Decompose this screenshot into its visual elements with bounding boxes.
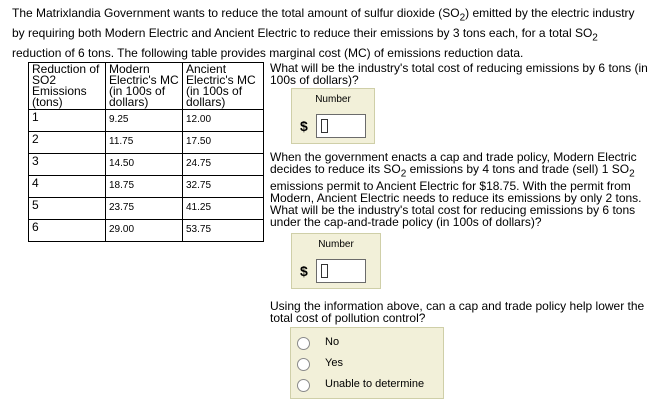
answer-choices xyxy=(290,327,444,399)
intro-line-1: The Matrixlandia Government wants to reduce the total amount of sulfur dioxide $(SO_2)$ emitted by the electric industry xyxy=(12,6,635,24)
answer-box-label: Number xyxy=(315,94,351,105)
ancient-mc-cell: 17.50 xyxy=(183,132,264,154)
choice-label: Yes xyxy=(325,357,343,369)
reduction-cell: 5 xyxy=(29,198,106,220)
modern-mc-cell: 11.75 xyxy=(106,132,183,154)
intro-line-3: reduction of 6 tons. The following table provides marginal cost (MC) of emissions reduction data. xyxy=(12,45,524,60)
question-total-cost: What will be the industry's total cost of reducing emissions by 6 tons (in 100s of dollars)? xyxy=(270,61,648,87)
question-cap-and-trade-cost: When the government enacts a cap and trade policy, Modern Electric decides to reduce its $SO_2$ emissions by 4 tons and trade (sell) 1 $SO_2$ emissions permit to Ancient Electric for $18.75. With the permit from Modern, Ancient Electric needs to reduce its emissions by only 2 tons. What will be the industry's total cost for reducing emissions by 6 tons under the cap-and-trade policy (in 100s of dollars)? xyxy=(270,150,642,230)
radio-button-icon[interactable] xyxy=(297,337,310,350)
ancient-mc-cell: 41.25 xyxy=(183,198,264,220)
reduction-cell: 6 xyxy=(29,220,106,242)
choice-label: No xyxy=(325,336,340,348)
table-row xyxy=(29,110,264,132)
problem-intro xyxy=(12,6,662,61)
radio-button-icon[interactable] xyxy=(297,358,310,371)
table-header-row xyxy=(29,63,264,110)
text-cursor-icon xyxy=(321,264,328,278)
ancient-mc-cell: 53.75 xyxy=(183,220,264,242)
table-row xyxy=(29,154,264,176)
intro-line-2: by requiring both Modern Electric and Ancient Electric to reduce their emissions by 3 tons each, for a total $SO_2$ xyxy=(12,25,598,44)
ancient-mc-cell: 32.75 xyxy=(183,176,264,198)
answer-box-label: Number xyxy=(318,239,354,250)
question-cap-and-trade-lower-cost: Using the information above, can a cap and trade policy help lower the total cost of pollution control? xyxy=(270,299,645,325)
reduction-cell: 1 xyxy=(29,110,106,132)
reduction-cell: 4 xyxy=(29,176,106,198)
answer-box-total-cost xyxy=(291,88,375,144)
modern-mc-cell: 18.75 xyxy=(106,176,183,198)
modern-mc-cell: 23.75 xyxy=(106,198,183,220)
modern-mc-cell: 14.50 xyxy=(106,154,183,176)
header-modern-mc: Modern Electric's MC (in 100s of dollars) xyxy=(106,63,183,110)
cap-and-trade-cost-input[interactable] xyxy=(316,259,366,283)
dollar-sign: $ xyxy=(300,118,308,134)
modern-mc-cell: 29.00 xyxy=(106,220,183,242)
ancient-mc-cell: 12.00 xyxy=(183,110,264,132)
answer-box-cap-and-trade-cost xyxy=(291,233,381,289)
ancient-mc-cell: 24.75 xyxy=(183,154,264,176)
reduction-cell: 3 xyxy=(29,154,106,176)
choice-label: Unable to determine xyxy=(325,378,425,390)
table-row xyxy=(29,176,264,198)
dollar-sign: $ xyxy=(300,263,308,279)
header-reduction: Reduction of SO2 Emissions (tons) xyxy=(29,63,106,110)
table-row xyxy=(29,198,264,220)
marginal-cost-table xyxy=(28,62,264,242)
table-row xyxy=(29,220,264,242)
radio-button-icon[interactable] xyxy=(297,379,310,392)
total-cost-input[interactable] xyxy=(316,114,366,138)
header-ancient-mc: Ancient Electric's MC (in 100s of dollars) xyxy=(183,63,264,110)
reduction-cell: 2 xyxy=(29,132,106,154)
table-row xyxy=(29,132,264,154)
modern-mc-cell: 9.25 xyxy=(106,110,183,132)
text-cursor-icon xyxy=(321,119,328,133)
